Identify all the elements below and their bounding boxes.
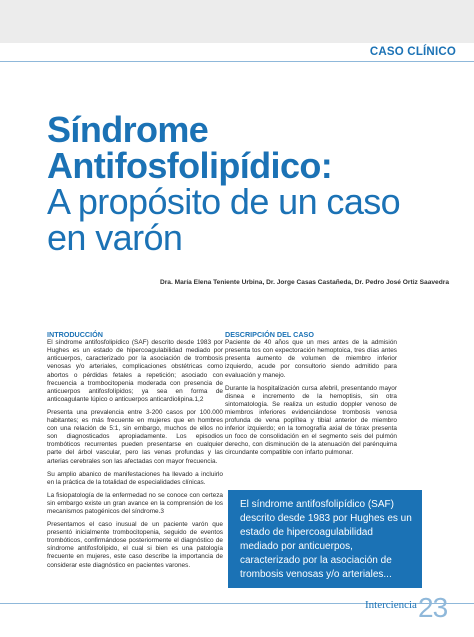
- case-column: [225, 331, 397, 463]
- top-band: [0, 0, 474, 43]
- title-line-4: en varón: [47, 217, 183, 258]
- intro-paragraph: Presenta una prevalencia entre 3-200 casos por 100.000 habitantes; es más frecuente en mujeres que en hombres con una relación de 5:1, sin embargo, muchos de ellos no son diagnosticados apropiadamente. Los episodios trombóticos recurrentes pueden presentarse en cualquier parte del árbol vascular, pero las venas profundas y las arterias cerebrales son las afectadas con mayor frecuencia.: [47, 408, 223, 465]
- intro-paragraph: La fisiopatología de la enfermedad no se conoce con certeza sin embargo existe un gran avance en la comprensión de los mecanismos patogénicos del síndrome.3: [47, 491, 223, 515]
- page-number: 23: [418, 592, 448, 623]
- author-list: Dra. María Elena Teniente Urbina, Dr. Jorge Casas Castañeda, Dr. Pedro José Ortiz Saavedra: [159, 279, 449, 286]
- intro-paragraph: Presentamos el caso inusual de un paciente varón que presentó inicialmente trombocitopenia, seguido de eventos trombóticos, confirmándose posteriormente el diagnóstico de síndrome antifosfolípido, el cual si bien es una patología frecuente en mujeres, este caso describe la importancia de considerar este diagnóstico en pacientes varones.: [47, 521, 223, 569]
- title-line-3: A propósito de un caso: [47, 181, 401, 222]
- case-paragraph: Durante la hospitalización cursa afebril, presentando mayor disnea e incremento de la hemoptisis, sin otra sintomatología. Se realiza un estudio doppler venoso de miembros inferiores evidenciándose trombosis venosa profunda de vena poplítea y tibial anterior de miembro inferior izquierdo; en la tomografía axial de tórax presenta un foco de consolidación en el segmento seis del pulmón derecho, con disminución de la atenuación del parénquima circundante compatible con infarto pulmonar.: [225, 384, 397, 457]
- footer-brand: Interciencia: [365, 599, 417, 611]
- title-line-2: Antifosfolipídico:: [47, 145, 333, 186]
- intro-paragraph: El síndrome antifosfolipídico (SAF) descrito desde 1983 por Hughes es un estado de hipercoagulabilidad mediado por anticuerpos, caracterizado por la asociación de trombosis venosas y/o arteriales, complicaciones obstétricas como abortos o pérdidas fetales a repetición; asociado con frecuencia a trombocitopenia moderada con presencia de anticuerpos antifosfolípidos; ya sea en forma de anticoagulante lúpico o anticuerpos anticardiolipina.1,2: [47, 339, 223, 403]
- intro-paragraph: Su amplio abanico de manifestaciones ha llevado a incluirlo en la práctica de la totalidad de especialidades clínicas.: [47, 470, 223, 486]
- case-heading: DESCRIPCIÓN DEL CASO: [225, 330, 314, 339]
- case-paragraph: Paciente de 40 años que un mes antes de la admisión presenta tos con expectoración hemoptoica, tres días antes presenta aumento de volumen de miembro inferior izquierdo, acude por consultorio siendo admitido para evaluación y manejo.: [225, 339, 397, 379]
- section-divider: [0, 61, 474, 62]
- section-label: CASO CLÍNICO: [369, 46, 456, 58]
- intro-column: [47, 331, 223, 575]
- article-title: [47, 109, 457, 258]
- pull-quote: El síndrome antifosfolipídico (SAF) descrito desde 1983 por Hughes es un estado de hipercoagulabilidad mediado por anticuerpos, caracterizado por la asociación de trombosis venosas y/o arteriales...: [228, 490, 422, 588]
- intro-heading: INTRODUCCIÓN: [47, 330, 103, 339]
- title-line-1: Síndrome: [47, 109, 209, 150]
